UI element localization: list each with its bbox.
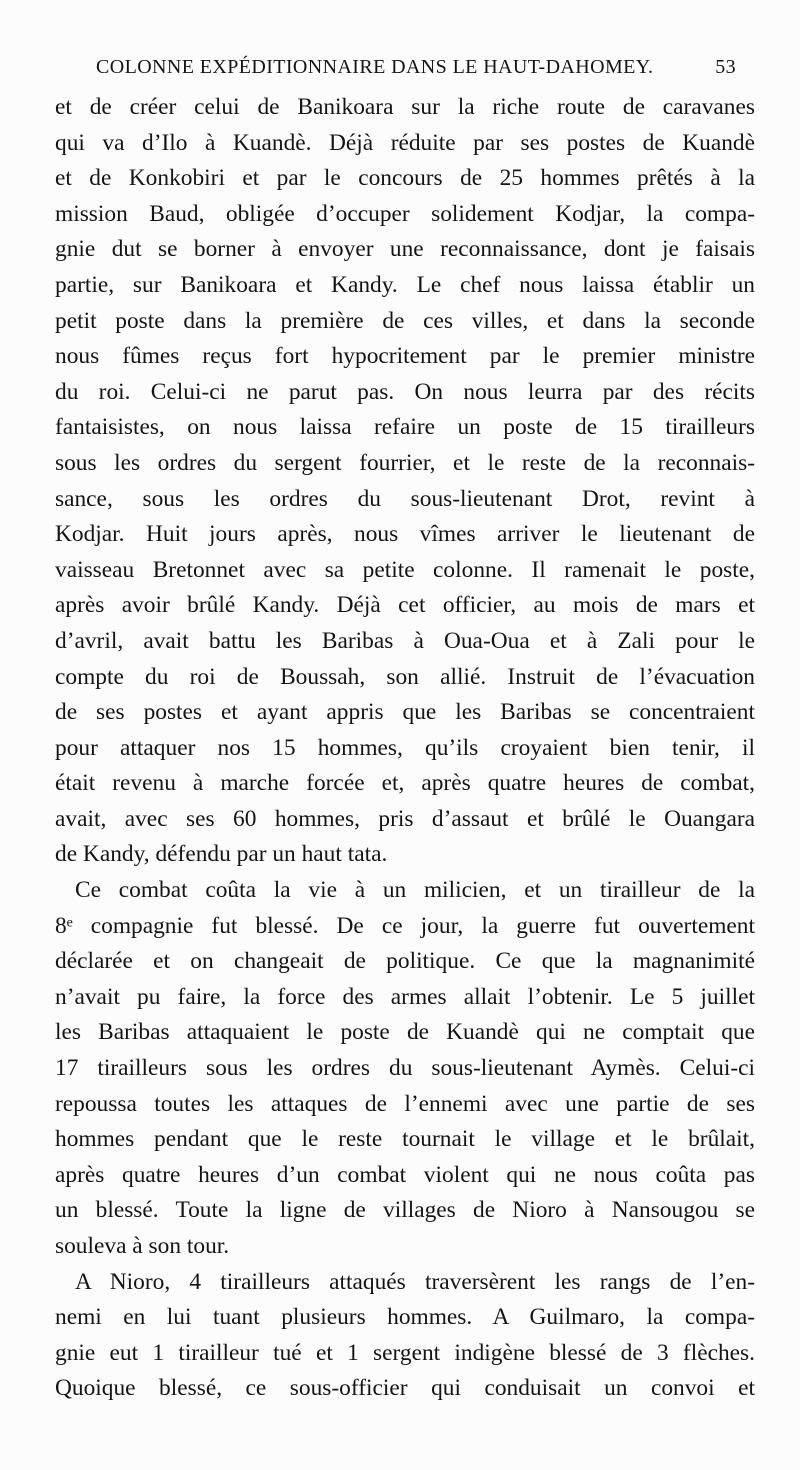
text-line: n’avait pu faire, la force des armes allait l’obtenir. Le 5 juillet: [55, 983, 755, 1010]
text-line: gnie eut 1 tirailleur tué et 1 sergent indigène blessé de 3 flèches.: [55, 1339, 755, 1366]
text-line: après avoir brûlé Kandy. Déjà cet officier, au mois de mars et: [55, 592, 755, 619]
text-line: avait, avec ses 60 hommes, pris d’assaut et brûlé le Ouangara: [55, 805, 755, 832]
paragraph-start-line: Ce combat coûta la vie à un milicien, et un tirailleur de la: [75, 877, 755, 904]
text-line: repoussa toutes les attaques de l’ennemi avec une partie de ses: [55, 1090, 755, 1117]
text-line: les Baribas attaquaient le poste de Kuandè qui ne comptait que: [55, 1019, 755, 1046]
text-line: qui va d’Ilo à Kuandè. Déjà réduite par ses postes de Kuandè: [55, 129, 755, 156]
text-line: 8ᵉ compagnie fut blessé. De ce jour, la guerre fut ouvertement: [55, 912, 755, 939]
text-line: après quatre heures d’un combat violent qui ne nous coûta pas: [55, 1161, 755, 1188]
paragraph-end-line: souleva à son tour.: [55, 1233, 230, 1259]
text-line: Kodjar. Huit jours après, nous vîmes arriver le lieutenant de: [55, 521, 755, 548]
text-line: de ses postes et ayant appris que les Baribas se concentraient: [55, 699, 755, 726]
running-title: COLONNE EXPÉDITIONNAIRE DANS LE HAUT-DAHOMEY.: [96, 56, 654, 78]
text-line: pour attaquer nos 15 hommes, qu’ils croyaient bien tenir, il: [55, 734, 755, 761]
text-line: nemi en lui tuant plusieurs hommes. A Guilmaro, la compa-: [55, 1304, 755, 1331]
text-line: était revenu à marche forcée et, après quatre heures de combat,: [55, 770, 755, 797]
text-line: compte du roi de Boussah, son allié. Instruit de l’évacuation: [55, 663, 755, 690]
body-text: [55, 90, 755, 1407]
text-line: hommes pendant que le reste tournait le village et le brûlait,: [55, 1126, 755, 1153]
paragraph-end-line: de Kandy, défendu par un haut tata.: [55, 841, 388, 868]
text-line: d’avril, avait battu les Baribas à Oua-Oua et à Zali pour le: [55, 627, 755, 654]
text-line: sance, sous les ordres du sous-lieutenant Drot, revint à: [55, 485, 755, 512]
paragraph-start-line: A Nioro, 4 tirailleurs attaqués traversèrent les rangs de l’en-: [75, 1268, 755, 1295]
text-line: gnie dut se borner à envoyer une reconnaissance, dont je faisais: [55, 236, 755, 263]
page-number: 53: [715, 56, 736, 78]
text-line: nous fûmes reçus fort hypocritement par le premier ministre: [55, 343, 755, 370]
text-line: vaisseau Bretonnet avec sa petite colonne. Il ramenait le poste,: [55, 556, 755, 583]
text-line: petit poste dans la première de ces villes, et dans la seconde: [55, 307, 755, 334]
text-line: partie, sur Banikoara et Kandy. Le chef nous laissa établir un: [55, 271, 755, 298]
text-line: Quoique blessé, ce sous-officier qui conduisait un convoi et: [55, 1375, 755, 1402]
text-line: fantaisistes, on nous laissa refaire un poste de 15 tirailleurs: [55, 414, 755, 441]
text-line: sous les ordres du sergent fourrier, et le reste de la reconnais-: [55, 449, 755, 476]
text-line: un blessé. Toute la ligne de villages de Nioro à Nansougou se: [55, 1197, 755, 1224]
running-header: [96, 56, 736, 86]
text-line: et de créer celui de Banikoara sur la riche route de caravanes: [55, 94, 755, 120]
text-line: déclarée et on changeait de politique. Ce que la magnanimité: [55, 948, 755, 975]
text-line: 17 tirailleurs sous les ordres du sous-lieutenant Aymès. Celui-ci: [55, 1055, 755, 1082]
text-line: mission Baud, obligée d’occuper solidement Kodjar, la compa-: [55, 200, 755, 227]
text-line: et de Konkobiri et par le concours de 25 hommes prêtés à la: [55, 165, 755, 192]
text-line: du roi. Celui-ci ne parut pas. On nous leurra par des récits: [55, 378, 755, 405]
